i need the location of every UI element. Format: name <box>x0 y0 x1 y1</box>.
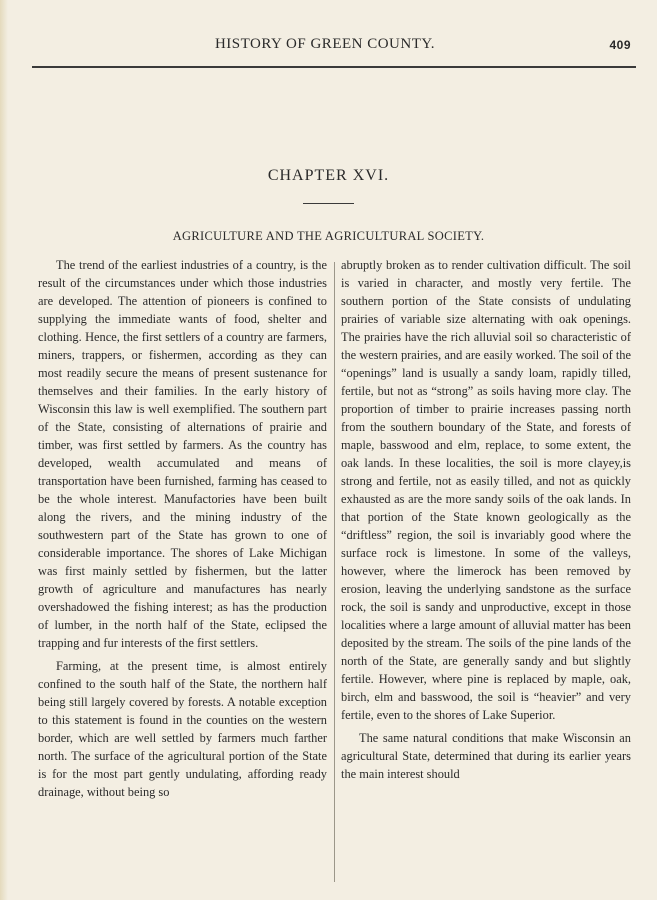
page-number: 409 <box>609 38 631 52</box>
right-paragraph-2: The same natural conditions that make Wisconsin an agricultural State, determined that during its earlier years the main interest should <box>341 731 631 781</box>
left-paragraph-1: The trend of the earliest industries of a country, is the result of the circumstances under which those industries are developed. The attention of pioneers is confined to supplying the immediate wants of food, shelter and clothing. Hence, the first settlers of a country are farmers, miners, trappers, or fishermen, according as they can most readily secure the means of present sustenance for themselves and their families. In the early history of Wisconsin this law is well exemplified. The southern part of the State, consisting of alternations of prairie and timber, was first settled by farmers. As the country has developed, wealth accumulated and means of transportation have been furnished, farming has ceased to be the whole interest. Manufactories have been built along the rivers, and the mining industry of the southwestern part of the State has grown to one of considerable importance. The shores of Lake Michigan was first mainly settled by fishermen, but the latter growth of agriculture and manufactures has nearly overshadowed the fishing interest; as has the production of lumber, in the north half of the State, eclipsed the trapping and fur interests of the first settlers. <box>38 258 327 650</box>
left-column <box>38 256 327 801</box>
section-title: AGRICULTURE AND THE AGRICULTURAL SOCIETY. <box>172 229 485 243</box>
left-paragraph-2: Farming, at the present time, is almost entirely confined to the south half of the State, the northern half being still largely covered by forests. A notable exception to this statement is found in the counties on the western border, which are well settled by farmers much farther north. The surface of the agricultural portion of the State is for the most part gently undulating, affording ready drainage, without being so <box>38 659 327 799</box>
right-column <box>341 256 631 783</box>
header-rule <box>32 66 636 68</box>
running-title: HISTORY OF GREEN COUNTY. <box>214 36 436 52</box>
right-paragraph-1: abruptly broken as to render cultivation difficult. The soil is varied in character, and mostly very fertile. The southern portion of the State consists of undulating prairies of variable size alternating with oak openings. The prairies have the rich alluvial soil so characteristic of the western prairies, and are easily worked. The soil of the “openings” land is usually a sandy loam, rapidly tilled, fertile, but not as “strong” as soils having more clay. The proportion of timber to prairie increases passing north from the southern boundary of the State, and forests of maple, basswood and elm, replace, to some extent, the oak lands. In these localities, the soil is more clayey,is strong and fertile, not as easily tilled, and not as quickly exhausted as are the more sandy soils of the oak lands. In that portion of the State known geologically as the “driftless” region, the soil is invariably good where the surface rock is limestone. In some of the valleys, however, where the limerock has been removed by erosion, leaving the underlying sandstone as the surface rock, the soil is sandy and unproductive, except in those localities where a large amount of alluvial matter has been deposited by the stream. The soils of the pine lands of the north of the State, are generally sandy and but slightly fertile. However, where pine is replaced by maple, oak, birch, elm and basswood, the soil is “heavier” and very fertile, even to the shores of Lake Superior. <box>341 258 631 722</box>
column-divider <box>334 262 335 882</box>
chapter-rule <box>303 203 354 204</box>
chapter-title: CHAPTER XVI. <box>267 167 390 184</box>
